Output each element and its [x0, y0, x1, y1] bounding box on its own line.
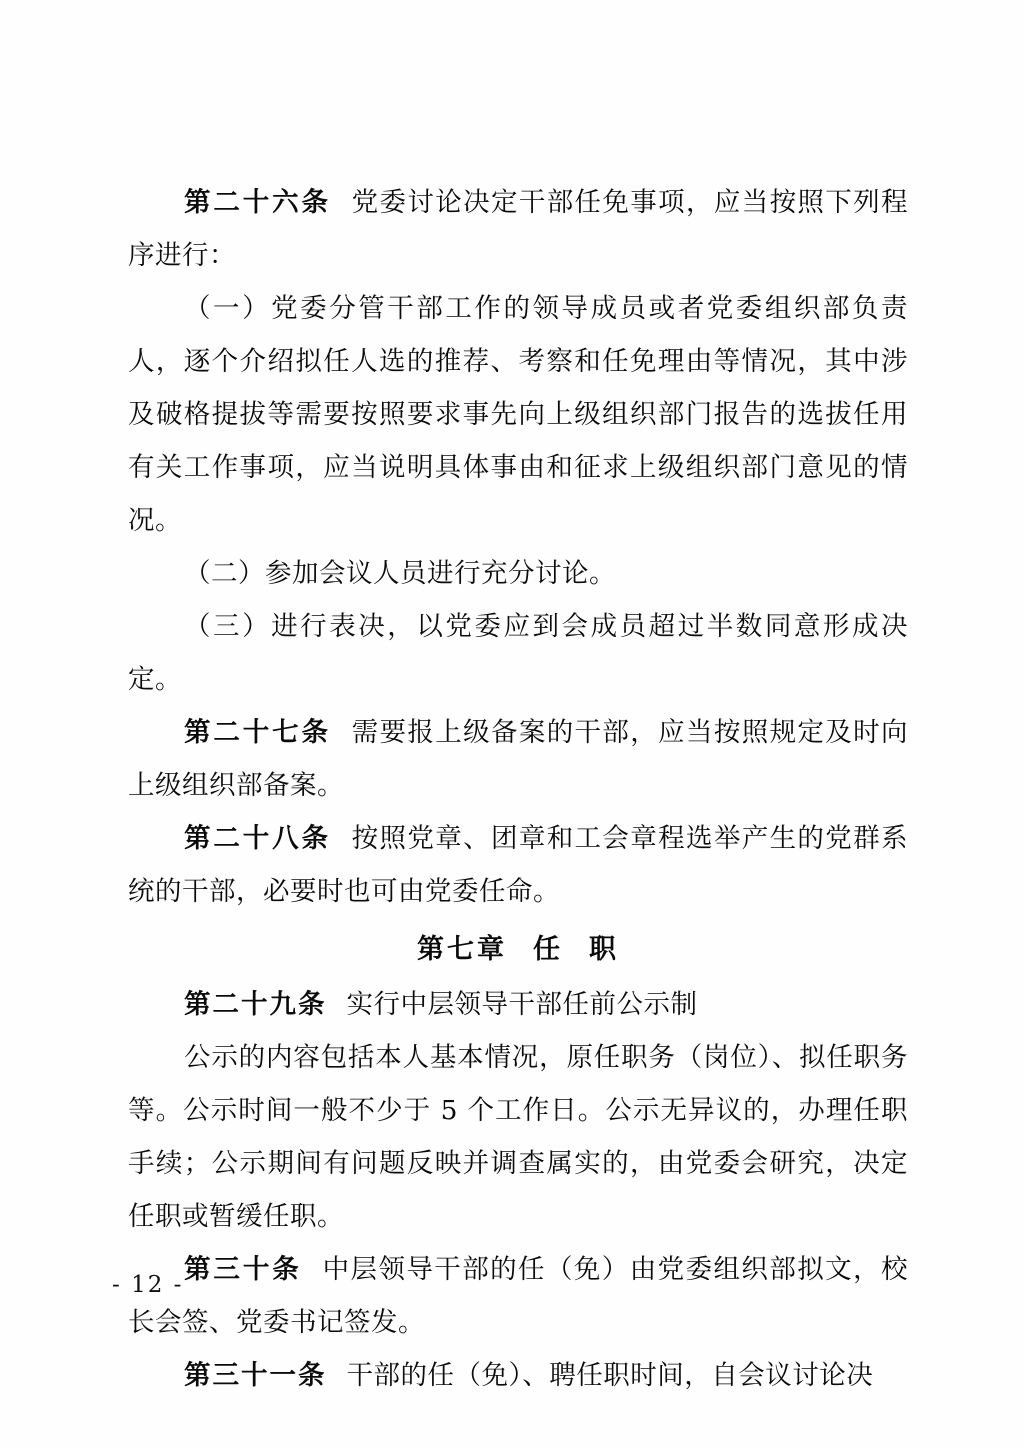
- paragraph-article30: [128, 1243, 908, 1349]
- paragraph-article31: [128, 1349, 908, 1402]
- paragraph-text: （一）党委分管干部工作的领导成员或者党委组织部负责人，逐个介绍拟任人选的推荐、考察和任免理由等情况，其中涉及破格提拔等需要按照要求事先向上级组织部门报告的选拔任用有关工作事项，应当说明具体事由和征求上级组织部门意见的情况。: [128, 293, 908, 536]
- paragraph-article28: [128, 812, 908, 918]
- article-number-30: 第三十条: [184, 1254, 302, 1285]
- article-number-27: 第二十七条: [184, 717, 331, 748]
- chapter-prefix: 第七章: [417, 934, 507, 965]
- article-number-26: 第二十六条: [184, 187, 331, 218]
- paragraph-item-3: [128, 600, 908, 706]
- paragraph-item-2: [128, 547, 908, 600]
- paragraph-text: （三）进行表决，以党委应到会成员超过半数同意形成决定。: [128, 611, 908, 695]
- chapter-title-char-1: 任: [533, 934, 563, 965]
- paragraph-text: 中层领导干部的任（免）由党委组织部拟文，校长会签、党委书记签发。: [128, 1254, 909, 1338]
- paragraph-text: （二）参加会议人员进行充分讨论。: [184, 558, 616, 589]
- page-number: - 12 -: [112, 1272, 184, 1298]
- paragraph-article26: [128, 176, 908, 282]
- chapter-heading-7: [128, 922, 908, 978]
- paragraph-text: 需要报上级备案的干部，应当按照规定及时向上级组织部备案。: [128, 717, 909, 801]
- paragraph-text: 按照党章、团章和工会章程选举产生的党群系统的干部，必要时也可由党委任命。: [128, 823, 909, 907]
- paragraph-text: 公示的内容包括本人基本情况，原任职务（岗位）、拟任职务等。公示时间一般不少于 5 个工作日。公示无异议的，办理任职手续；公示期间有问题反映并调查属实的，由党委会研究，决定任职或暂缓任职。: [128, 1042, 908, 1232]
- paragraph-article29: [128, 978, 908, 1031]
- article-number-31: 第三十一条: [184, 1360, 327, 1391]
- paragraph-item-1: [128, 282, 908, 547]
- article-number-28: 第二十八条: [184, 823, 331, 854]
- paragraph-text: 实行中层领导干部任前公示制: [346, 989, 698, 1020]
- paragraph-text: 干部的任（免）、聘任职时间，自会议讨论决: [346, 1360, 874, 1391]
- paragraph-article29-body: [128, 1031, 908, 1243]
- document-body: [128, 176, 908, 1402]
- paragraph-article27: [128, 706, 908, 812]
- article-number-29: 第二十九条: [184, 989, 327, 1020]
- chapter-title-char-2: 职: [589, 934, 619, 965]
- paragraph-text: 党委讨论决定干部任免事项，应当按照下列程序进行：: [128, 187, 909, 271]
